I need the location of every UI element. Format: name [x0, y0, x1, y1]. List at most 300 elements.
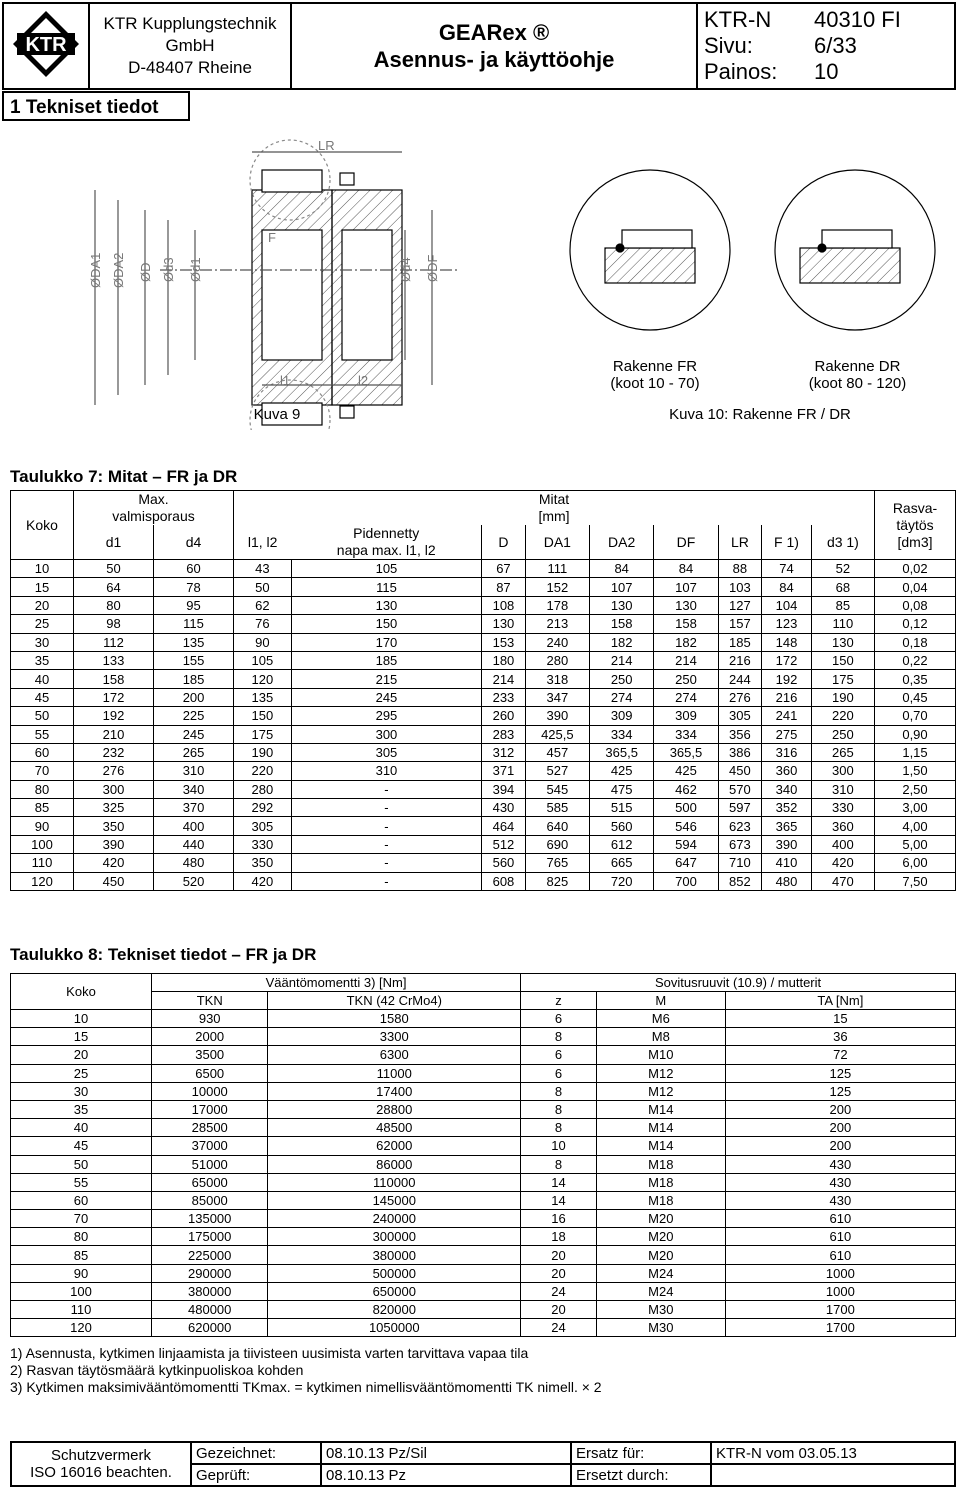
fr-label: Rakenne FR: [612, 358, 698, 375]
table-cell: M14: [596, 1137, 725, 1155]
table-cell: 87: [482, 578, 526, 596]
table-cell: 450: [718, 762, 762, 780]
table-cell: 0,04: [875, 578, 956, 596]
dimensions-table-body: [11, 560, 956, 891]
table-cell: 15: [725, 1010, 955, 1028]
table-cell: 213: [525, 615, 589, 633]
table-cell: 90: [11, 817, 74, 835]
table-row: [11, 1137, 956, 1155]
table-cell: 62000: [268, 1137, 521, 1155]
table-cell: 420: [234, 872, 292, 890]
table-cell: 20: [11, 596, 74, 614]
dim-l2: l2: [358, 373, 369, 388]
table-cell: 80: [11, 780, 74, 798]
document-title: Asennus- ja käyttöohje: [373, 47, 615, 72]
table-cell: 10000: [152, 1082, 268, 1100]
table-cell: 175000: [152, 1228, 268, 1246]
table-cell: 3500: [152, 1046, 268, 1064]
table-cell: 172: [762, 651, 812, 669]
table-cell: 85: [811, 596, 874, 614]
table-cell: 50: [11, 1155, 152, 1173]
table-cell: M30: [596, 1301, 725, 1319]
table-cell: M6: [596, 1010, 725, 1028]
table-cell: 310: [154, 762, 234, 780]
table-cell: 647: [654, 854, 718, 872]
table-cell: 610: [725, 1228, 955, 1246]
table-cell: M10: [596, 1046, 725, 1064]
table-cell: M12: [596, 1082, 725, 1100]
table-cell: 665: [590, 854, 654, 872]
table-cell: 90: [11, 1264, 152, 1282]
table-row: [11, 743, 956, 761]
table-cell: 425: [654, 762, 718, 780]
table-cell: 340: [154, 780, 234, 798]
table-cell: 98: [74, 615, 154, 633]
table-cell: 180: [482, 651, 526, 669]
table-cell: 17000: [152, 1100, 268, 1118]
table-cell: 310: [291, 762, 481, 780]
table-cell: 274: [654, 688, 718, 706]
table-cell: 158: [74, 670, 154, 688]
table-cell: 107: [654, 578, 718, 596]
fr-caption: [590, 358, 720, 392]
table-cell: 309: [590, 707, 654, 725]
table-cell: 365: [762, 817, 812, 835]
table-cell: 300: [291, 725, 481, 743]
table-cell: 150: [811, 651, 874, 669]
table-row: [11, 1246, 956, 1264]
table-cell: 480000: [152, 1301, 268, 1319]
table-cell: 295: [291, 707, 481, 725]
coupling-section-view: [95, 140, 460, 430]
table-cell: 120: [11, 872, 74, 890]
table-cell: 45: [11, 688, 74, 706]
table-row: [11, 1210, 956, 1228]
dim-d4: Ød4: [398, 257, 413, 282]
table-row: [11, 578, 956, 596]
table-cell: 245: [154, 725, 234, 743]
table-cell: 292: [234, 799, 292, 817]
table-cell: 190: [234, 743, 292, 761]
table-cell: 232: [74, 743, 154, 761]
table-cell: 85: [11, 1246, 152, 1264]
table-cell: 158: [654, 615, 718, 633]
table-cell: 250: [811, 725, 874, 743]
col-header-d4: d4: [154, 525, 234, 560]
table-cell: 820000: [268, 1301, 521, 1319]
table-cell: 380000: [152, 1282, 268, 1300]
table-cell: 470: [811, 872, 874, 890]
col-header-d3: d3 1): [811, 525, 874, 560]
doc-number-label: KTR-N: [704, 7, 772, 32]
table-cell: 130: [811, 633, 874, 651]
table-cell: 50: [234, 578, 292, 596]
table-cell: 15: [11, 1028, 152, 1046]
table-row: [11, 762, 956, 780]
table-cell: -: [291, 872, 481, 890]
table-cell: M24: [596, 1264, 725, 1282]
table-cell: 8: [521, 1155, 597, 1173]
table-cell: 178: [525, 596, 589, 614]
table-cell: 40: [11, 670, 74, 688]
table-cell: 334: [654, 725, 718, 743]
table-cell: M8: [596, 1028, 725, 1046]
table-cell: 512: [482, 835, 526, 853]
table-cell: 84: [654, 560, 718, 578]
table-cell: 371: [482, 762, 526, 780]
table-cell: 430: [725, 1155, 955, 1173]
table-cell: 275: [762, 725, 812, 743]
table-cell: 1,50: [875, 762, 956, 780]
table-cell: M12: [596, 1064, 725, 1082]
table-cell: 67: [482, 560, 526, 578]
table-cell: 280: [234, 780, 292, 798]
table-cell: M20: [596, 1228, 725, 1246]
table-cell: 52: [811, 560, 874, 578]
table-cell: 690: [525, 835, 589, 853]
table-row: [11, 854, 956, 872]
table-cell: 500: [654, 799, 718, 817]
table-cell: 330: [234, 835, 292, 853]
col-header-z: z: [521, 992, 597, 1010]
table-cell: 280: [525, 651, 589, 669]
table-cell: 200: [725, 1100, 955, 1118]
page-value: 6/33: [814, 33, 857, 58]
table-cell: 0,90: [875, 725, 956, 743]
table-cell: 133: [74, 651, 154, 669]
table-cell: 350: [74, 817, 154, 835]
table-cell: 8: [521, 1028, 597, 1046]
table-cell: 0,02: [875, 560, 956, 578]
table-cell: -: [291, 817, 481, 835]
table-cell: 430: [725, 1173, 955, 1191]
col-header-max: Max. valmisporaus: [74, 491, 234, 526]
table-cell: 11000: [268, 1064, 521, 1082]
table-cell: M18: [596, 1173, 725, 1191]
table-row: [11, 872, 956, 890]
col-header-napa: napa max. l1, l2: [291, 542, 481, 560]
table-cell: 28800: [268, 1100, 521, 1118]
col-header-koko: Koko: [11, 974, 152, 1010]
table-cell: 0,22: [875, 651, 956, 669]
col-header-DA1: DA1: [525, 525, 589, 560]
table-cell: 365,5: [590, 743, 654, 761]
col-header-ta: TA [Nm]: [725, 992, 955, 1010]
table-cell: 130: [590, 596, 654, 614]
table-cell: 25: [11, 615, 74, 633]
table-cell: 316: [762, 743, 812, 761]
table-cell: 475: [590, 780, 654, 798]
table-cell: 84: [590, 560, 654, 578]
table-cell: M24: [596, 1282, 725, 1300]
table-cell: 14: [521, 1173, 597, 1191]
dimensions-table: [10, 490, 956, 891]
table-cell: 240000: [268, 1210, 521, 1228]
table-cell: 108: [482, 596, 526, 614]
col-header-m: M: [596, 992, 725, 1010]
table-8-caption: Taulukko 8: Tekniset tiedot – FR ja DR: [10, 945, 317, 964]
table-cell: 430: [482, 799, 526, 817]
table-cell: 6: [521, 1046, 597, 1064]
table-cell: 145000: [268, 1191, 521, 1209]
table-cell: 28500: [152, 1119, 268, 1137]
table-cell: 300: [811, 762, 874, 780]
table-cell: 6: [521, 1064, 597, 1082]
table-cell: 150: [291, 615, 481, 633]
table-cell: 55: [11, 725, 74, 743]
table-cell: 45: [11, 1137, 152, 1155]
table-cell: 86000: [268, 1155, 521, 1173]
table-cell: 43: [234, 560, 292, 578]
table-cell: 390: [525, 707, 589, 725]
table-cell: 214: [654, 651, 718, 669]
table-cell: 220: [811, 707, 874, 725]
table-cell: 608: [482, 872, 526, 890]
table-cell: 0,45: [875, 688, 956, 706]
dim-d3: Ød3: [161, 257, 176, 282]
doc-number-value: 40310 FI: [814, 7, 901, 32]
table-cell: 214: [590, 651, 654, 669]
checked-label: Geprüft:: [191, 1464, 321, 1486]
table-cell: 370: [154, 799, 234, 817]
table-cell: 105: [234, 651, 292, 669]
table-cell: 84: [762, 578, 812, 596]
table-cell: 365,5: [654, 743, 718, 761]
table-cell: 6300: [268, 1046, 521, 1064]
dim-da2: ØDA2: [111, 252, 126, 288]
drawn-label: Gezeichnet:: [191, 1442, 321, 1464]
table-cell: 175: [234, 725, 292, 743]
table-row: [11, 725, 956, 743]
table-cell: 4,00: [875, 817, 956, 835]
table-cell: 546: [654, 817, 718, 835]
table-cell: 390: [74, 835, 154, 853]
technical-data-table: [10, 973, 956, 1337]
table-cell: 825: [525, 872, 589, 890]
table-cell: 85000: [152, 1191, 268, 1209]
table-cell: 520: [154, 872, 234, 890]
table-cell: 115: [291, 578, 481, 596]
table-cell: 545: [525, 780, 589, 798]
table-cell: 241: [762, 707, 812, 725]
table-row: [11, 1228, 956, 1246]
table-cell: 175: [811, 670, 874, 688]
dim-lr: LR: [318, 138, 335, 153]
table-cell: 182: [654, 633, 718, 651]
table-cell: 527: [525, 762, 589, 780]
table-cell: 420: [811, 854, 874, 872]
table-cell: 276: [74, 762, 154, 780]
table-cell: 103: [718, 578, 762, 596]
table-cell: M20: [596, 1246, 725, 1264]
table-row: [11, 780, 956, 798]
table-cell: 2,50: [875, 780, 956, 798]
table-row: [11, 1010, 956, 1028]
table-row: [11, 707, 956, 725]
table-cell: 8: [521, 1082, 597, 1100]
col-header-l1l2: l1, l2: [234, 525, 292, 560]
detail-dr: [775, 170, 935, 330]
table-cell: 305: [718, 707, 762, 725]
table-cell: 930: [152, 1010, 268, 1028]
table-cell: 210: [74, 725, 154, 743]
table-cell: 90: [234, 633, 292, 651]
table-cell: 30: [11, 1082, 152, 1100]
col-header-tkn: TKN: [152, 992, 268, 1010]
table-cell: 216: [762, 688, 812, 706]
table-cell: 300000: [268, 1228, 521, 1246]
table-cell: 215: [291, 670, 481, 688]
table-cell: 190: [811, 688, 874, 706]
table-cell: 450: [74, 872, 154, 890]
table-cell: 420: [74, 854, 154, 872]
table-cell: 612: [590, 835, 654, 853]
table-cell: 70: [11, 1210, 152, 1228]
table-cell: 192: [762, 670, 812, 688]
table-row: [11, 1264, 956, 1282]
table-row: [11, 1119, 956, 1137]
table-cell: 60: [154, 560, 234, 578]
table-row: [11, 1173, 956, 1191]
table-cell: 152: [525, 578, 589, 596]
table-cell: 350: [234, 854, 292, 872]
dr-range: (koot 80 - 120): [808, 375, 907, 392]
table-cell: 40: [11, 1119, 152, 1137]
table-cell: 640: [525, 817, 589, 835]
table-cell: 76: [234, 615, 292, 633]
col-header-D: D: [482, 525, 526, 560]
table-cell: 130: [291, 596, 481, 614]
table-cell: M18: [596, 1155, 725, 1173]
table-cell: 20: [11, 1046, 152, 1064]
table-cell: 5,00: [875, 835, 956, 853]
figure-9-caption: Kuva 9: [253, 406, 301, 423]
table-cell: 120: [234, 670, 292, 688]
table-cell: 244: [718, 670, 762, 688]
table-cell: 0,08: [875, 596, 956, 614]
table-cell: 3300: [268, 1028, 521, 1046]
table-cell: 200: [725, 1137, 955, 1155]
table-cell: 500000: [268, 1264, 521, 1282]
table-cell: 7,50: [875, 872, 956, 890]
table-cell: 50: [11, 707, 74, 725]
table-cell: 78: [154, 578, 234, 596]
footnotes: [10, 1345, 602, 1396]
document-footer: [10, 1441, 956, 1487]
table-cell: 283: [482, 725, 526, 743]
table-7-caption: Taulukko 7: Mitat – FR ja DR: [10, 467, 238, 486]
table-cell: 265: [154, 743, 234, 761]
table-cell: 48500: [268, 1119, 521, 1137]
table-cell: 51000: [152, 1155, 268, 1173]
product-name: GEARex ®: [438, 20, 550, 45]
table-cell: 0,35: [875, 670, 956, 688]
table-cell: 110000: [268, 1173, 521, 1191]
table-cell: 62: [234, 596, 292, 614]
table-cell: 570: [718, 780, 762, 798]
table-cell: 276: [718, 688, 762, 706]
table-cell: 360: [762, 762, 812, 780]
table-cell: 360: [811, 817, 874, 835]
table-cell: 112: [74, 633, 154, 651]
table-cell: 597: [718, 799, 762, 817]
table-row: [11, 835, 956, 853]
table-cell: 100: [11, 835, 74, 853]
table-cell: 710: [718, 854, 762, 872]
table-cell: 233: [482, 688, 526, 706]
table-cell: 15: [11, 578, 74, 596]
table-cell: 107: [590, 578, 654, 596]
technical-data-table-body: [11, 1010, 956, 1337]
col-header-pidennetty: Pidennetty: [353, 525, 420, 541]
replaced-by-label: Ersetzt durch:: [571, 1464, 711, 1486]
company-form: GmbH: [165, 36, 215, 55]
table-cell: 610: [725, 1210, 955, 1228]
table-cell: 65000: [152, 1173, 268, 1191]
table-cell: 560: [482, 854, 526, 872]
title-block: [291, 3, 697, 89]
table-cell: 10: [521, 1137, 597, 1155]
table-row: [11, 633, 956, 651]
table-row: [11, 1100, 956, 1118]
table-cell: 72: [725, 1046, 955, 1064]
replaces-label: Ersatz für:: [571, 1442, 711, 1464]
table-cell: 852: [718, 872, 762, 890]
table-cell: 386: [718, 743, 762, 761]
table-cell: 17400: [268, 1082, 521, 1100]
col-header-tkn-crmo: TKN (42 CrMo4): [268, 992, 521, 1010]
svg-text:KTR: KTR: [25, 33, 67, 56]
table-cell: M30: [596, 1319, 725, 1337]
fr-range: (koot 10 - 70): [610, 375, 700, 392]
table-cell: 0,18: [875, 633, 956, 651]
table-cell: 60: [11, 743, 74, 761]
col-header-DF: DF: [654, 525, 718, 560]
table-cell: 1000: [725, 1264, 955, 1282]
table-cell: 620000: [152, 1319, 268, 1337]
col-header-torque: Vääntömomentti 3) [Nm]: [152, 974, 521, 992]
table-cell: 0,70: [875, 707, 956, 725]
table-cell: 185: [154, 670, 234, 688]
table-cell: 560: [590, 817, 654, 835]
ktr-logo: [3, 3, 89, 89]
table-row: [11, 1319, 956, 1337]
section-title: 1 Tekniset tiedot: [2, 91, 190, 121]
table-cell: 172: [74, 688, 154, 706]
figure-10-caption: Kuva 10: Rakenne FR / DR: [669, 406, 851, 423]
table-cell: 111: [525, 560, 589, 578]
col-header-mitat: Mitat [mm]: [234, 491, 875, 526]
table-cell: 60: [11, 1191, 152, 1209]
drawn-value: 08.10.13 Pz/Sil: [321, 1442, 571, 1464]
table-cell: 35: [11, 651, 74, 669]
table-cell: 300: [74, 780, 154, 798]
table-cell: 225000: [152, 1246, 268, 1264]
table-row: [11, 670, 956, 688]
ktr-logo-icon: [11, 9, 81, 79]
table-cell: 24: [521, 1282, 597, 1300]
table-cell: 55: [11, 1173, 152, 1191]
dim-d: ØD: [138, 262, 153, 282]
table-cell: 290000: [152, 1264, 268, 1282]
table-cell: 150: [234, 707, 292, 725]
table-cell: 80: [74, 596, 154, 614]
table-cell: 125: [725, 1064, 955, 1082]
col-header-screws: Sovitusruuvit (10.9) / mutterit: [521, 974, 956, 992]
table-cell: 214: [482, 670, 526, 688]
table-cell: 650000: [268, 1282, 521, 1300]
table-cell: 130: [482, 615, 526, 633]
